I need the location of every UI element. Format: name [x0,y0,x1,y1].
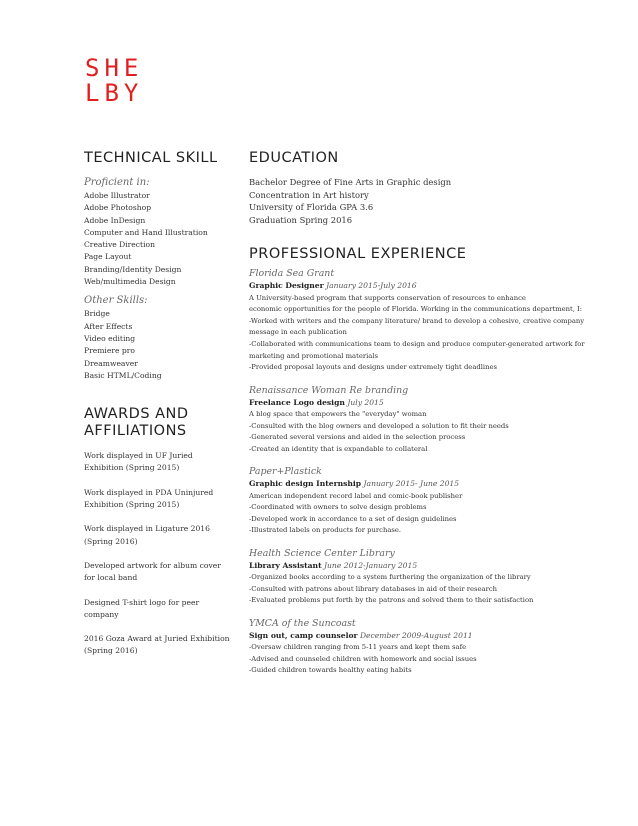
education-item: Concentration in Art history [249,189,369,200]
job-organization: YMCA of the Suncoast [249,617,356,629]
job-dates: January 2015-July 2016 [326,281,417,291]
skill-item: Dreamweaver [84,358,138,368]
job-dates: June 2012-January 2015 [324,560,418,570]
other-skills-list [84,308,234,382]
job-line: -Illustrated labels on products for purchase. [249,526,402,535]
job-line: -Consulted with the blog owners and developed a solution to fit their needs [249,421,509,430]
award-item: Designed T-shirt logo for peer company [84,597,200,619]
name-logo [85,56,143,106]
job-line: -Coordinated with owners to solve design problems [249,503,427,512]
award-item: Work displayed in UF Juried Exhibition (Spring 2015) [84,451,193,473]
left-column [84,150,234,670]
job-organization: Health Science Center Library [249,547,395,559]
education-item: Graduation Spring 2016 [249,214,353,225]
technical-skill-heading: TECHNICAL SKILL [84,150,218,166]
job-line: -Worked with writers and the company literature/ brand to develop a cohesive, creative company [249,316,585,325]
skill-item: Premiere pro [84,346,135,356]
education-heading: EDUCATION [249,150,339,166]
proficient-label: Proficient in: [84,177,150,188]
job-title: Library Assistant [249,560,322,570]
awards-heading-line-1: AWARDS AND [84,406,189,423]
award-item: 2016 Goza Award at Juried Exhibition (Spring 2016) [84,634,230,656]
job-line: marketing and promotional materials [249,351,379,360]
awards-list [84,450,234,658]
skill-item: Web/multimedia Design [84,277,176,287]
job-line: economic opportunities for the people of Florida. Working in the communications department, I: [249,305,583,314]
job-title-line [249,478,629,490]
job-line: message in each publication [249,328,347,337]
job-line: -Advised and counseled children with homework and social issues [249,654,477,663]
job-line: A University-based program that supports conservation of resources to enhance [249,293,526,302]
job-line: -Oversaw children ranging from 5-11 years and kept them safe [249,643,467,652]
awards-heading [84,406,234,440]
award-item: Developed artwork for album cover for local band [84,560,221,583]
job-line: -Created an identity that is expandable to collateral [249,444,428,453]
award-item: Work displayed in Ligature 2016 (Spring 2016) [84,524,210,546]
proficient-list [84,190,234,288]
job-description [249,642,629,677]
skill-item: After Effects [84,321,133,331]
experience-heading: PROFESSIONAL EXPERIENCE [249,246,467,263]
skill-item: Bridge [84,309,110,319]
job-organization: Paper+Plastick [249,466,322,478]
job-title: Graphic design Internship [249,479,362,489]
job-entry [249,617,629,677]
job-line: -Organized books according to a system furthering the organization of the library [249,573,531,582]
job-description [249,409,629,455]
job-entry [249,267,629,373]
job-entry [249,465,629,537]
job-line: A blog space that empowers the "everyday" woman [249,409,427,418]
skill-item: Page Layout [84,252,132,262]
job-line: -Evaluated problems put forth by the patrons and solved them to their satisfaction [249,596,534,605]
skill-item: Computer and Hand Illustration [84,227,208,237]
job-organization: Florida Sea Grant [249,268,335,280]
job-description [249,293,629,374]
education-item: Bachelor Degree of Fine Arts in Graphic design [249,177,452,187]
skill-item: Adobe InDesign [84,215,146,225]
awards-heading-line-2: AFFILIATIONS [84,423,187,440]
job-line: -Consulted with patrons about library databases in aid of their research [249,584,497,593]
skill-item: Branding/Identity Design [84,264,182,274]
job-dates: January 2015- June 2015 [363,479,460,489]
job-entry [249,547,629,607]
education-list [249,176,629,226]
logo-line-1: SHE [85,54,144,82]
job-line: -Developed work in accordance to a set of design guidelines [249,514,457,523]
job-line: -Collaborated with communications team to design and produce computer-generated artwork for [249,339,585,348]
job-description [249,491,629,537]
award-item: Work displayed in PDA Uninjured Exhibition (Spring 2015) [84,487,214,510]
job-title: Sign out, camp counselor [249,630,358,640]
skill-item: Creative Direction [84,240,155,250]
job-title-line [249,630,629,642]
right-column [249,150,629,687]
job-line: American independent record label and comic-book publisher [249,491,463,500]
job-title-line [249,280,629,292]
job-title-line [249,560,629,572]
job-line: -Provided proposal layouts and designs under extremely tight deadlines [249,363,497,372]
job-organization: Renaissance Woman Re branding [249,384,409,396]
skill-item: Video editing [84,333,136,343]
job-title: Graphic Designer [249,281,324,291]
education-item: University of Florida GPA 3.6 [249,202,374,213]
job-dates: December 2009-August 2011 [359,630,473,640]
job-line: -Generated several versions and aided in the selection process [249,433,466,442]
skill-item: Basic HTML/Coding [84,370,162,380]
skill-item: Adobe Photoshop [84,203,152,213]
other-skills-label: Other Skills: [84,295,148,307]
job-description [249,572,629,607]
logo-line-2: LBY [85,79,144,107]
job-line: -Guided children towards healthy eating habits [249,666,412,675]
job-title-line [249,397,629,409]
job-entry [249,384,629,456]
job-title: Freelance Logo design [249,397,345,407]
skill-item: Adobe Illustrator [84,191,150,200]
job-dates: July 2015 [347,397,384,407]
